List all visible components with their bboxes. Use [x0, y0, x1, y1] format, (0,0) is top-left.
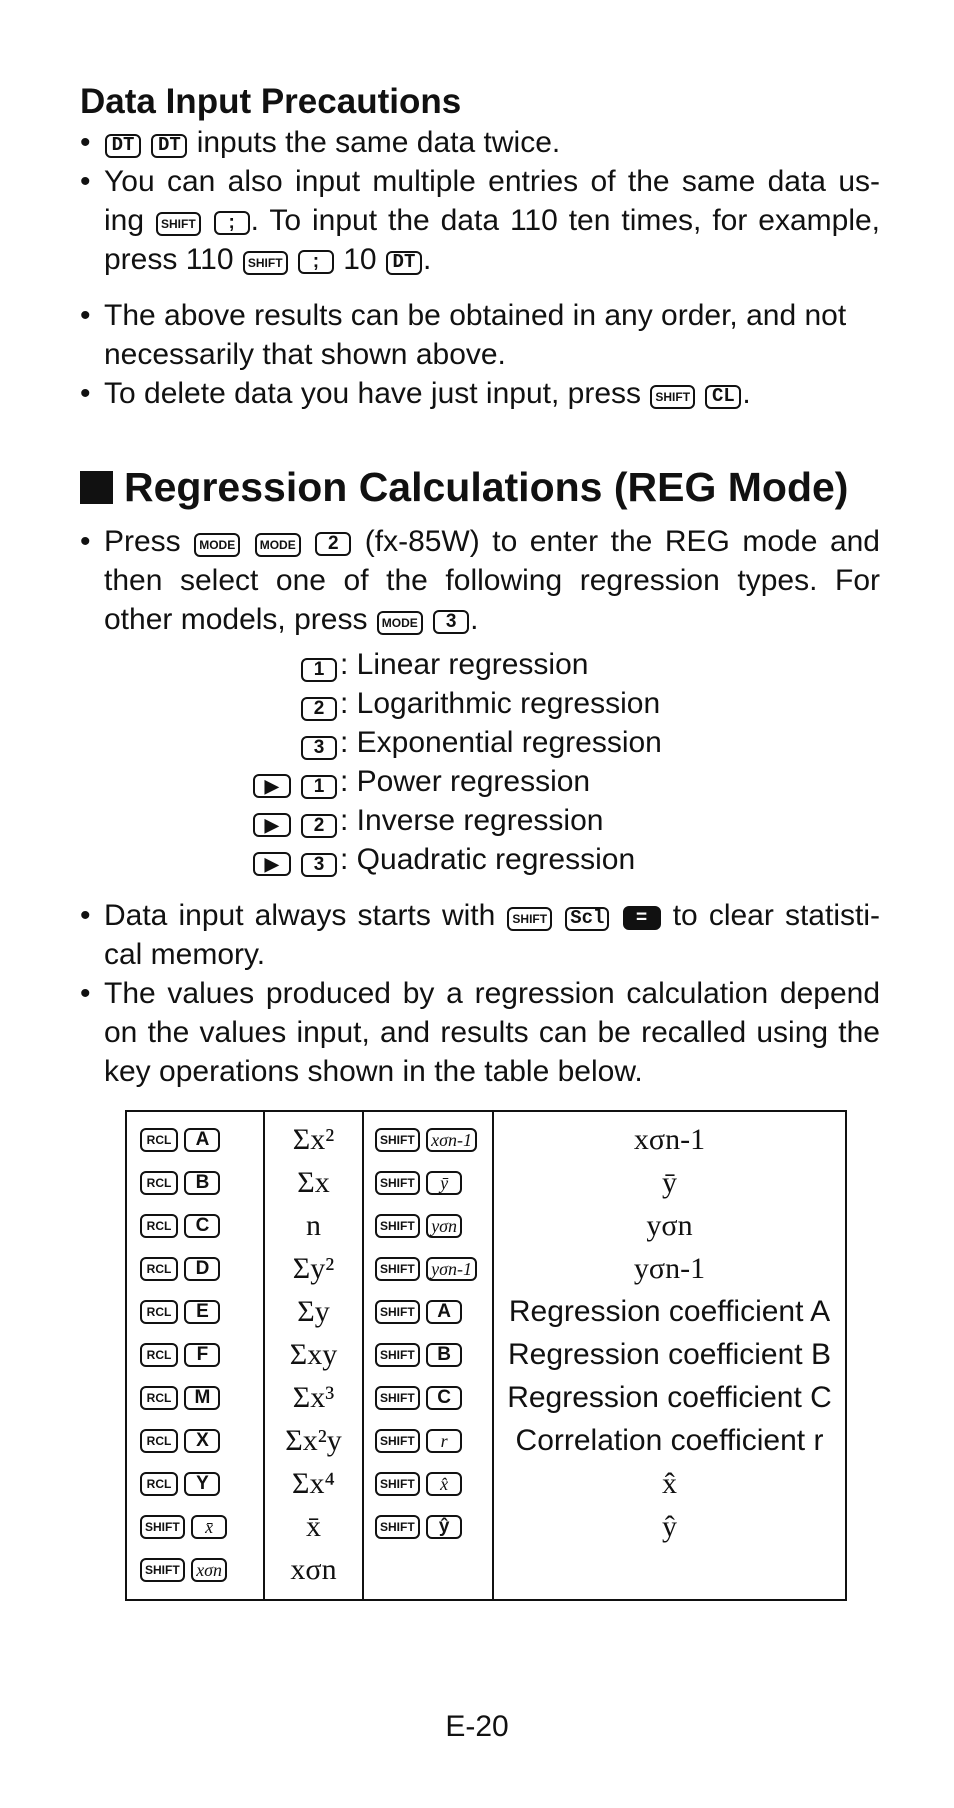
bullet-text: to clear statisti-cal memory. [104, 899, 880, 971]
key-sequence-cell [363, 1290, 493, 1333]
symbol: Σx [297, 1165, 330, 1199]
regression-type-label: : Exponential regression [340, 726, 662, 759]
key-sequence-cell [363, 1462, 493, 1505]
function-key-icon: X [184, 1429, 220, 1453]
function-key-icon: Y [184, 1472, 220, 1496]
description: yσn-1 [633, 1251, 706, 1285]
symbol: xσn [290, 1552, 337, 1586]
key-sequence-cell [126, 1333, 264, 1376]
bullet-text: Data input always starts with [104, 899, 496, 932]
shift-key-icon: SHIFT [375, 1214, 420, 1238]
symbol: Σx²y [285, 1423, 342, 1457]
description: Regression coefficient A [508, 1294, 831, 1328]
shift-key-icon: SHIFT [375, 1515, 420, 1539]
regression-type-item [80, 648, 780, 687]
table-row [126, 1161, 846, 1204]
regression-recall-table [125, 1110, 847, 1601]
regression-type-item [80, 765, 780, 804]
regression-type-label: : Quadratic regression [340, 843, 636, 876]
description-cell [493, 1290, 846, 1333]
rcl-key-icon: RCL [140, 1214, 178, 1238]
black-square-icon [80, 471, 113, 504]
description-cell [493, 1247, 846, 1290]
table-row [126, 1204, 846, 1247]
shift-key-icon: SHIFT [375, 1343, 420, 1367]
description: Regression coefficient B [508, 1337, 831, 1371]
key-sequence-cell [126, 1548, 264, 1600]
table-row [126, 1111, 846, 1161]
bullet: • [80, 299, 91, 332]
key-sequence-cell [363, 1247, 493, 1290]
one-key-icon: 1 [301, 775, 337, 799]
key-sequence-cell [363, 1111, 493, 1161]
key-sequence-cell [363, 1376, 493, 1419]
key-sequence-cell [126, 1505, 264, 1548]
page-number: E-20 [445, 1710, 509, 1743]
shift-key-icon: SHIFT [375, 1171, 420, 1195]
table-row [126, 1548, 846, 1600]
bullet: • [80, 126, 91, 159]
two-key-icon: 2 [301, 697, 337, 721]
shift-key-icon: SHIFT [156, 212, 201, 236]
dt-key-icon: DT [105, 134, 141, 158]
function-key-icon: C [184, 1214, 220, 1238]
function-key-icon: A [184, 1128, 220, 1152]
function-key-icon: xσn-1 [426, 1128, 477, 1152]
precaution-bullet-3 [80, 296, 880, 374]
shift-key-icon: SHIFT [243, 251, 288, 275]
symbol-cell [264, 1247, 363, 1290]
rcl-key-icon: RCL [140, 1429, 178, 1453]
table-row [126, 1419, 846, 1462]
shift-key-icon: SHIFT [375, 1386, 420, 1410]
regression-type-label: : Linear regression [340, 648, 589, 681]
shift-key-icon: SHIFT [140, 1515, 185, 1539]
symbol-cell [264, 1111, 363, 1161]
mode-key-icon: MODE [255, 533, 301, 557]
symbol: Σy [297, 1294, 330, 1328]
shift-key-icon: SHIFT [375, 1300, 420, 1324]
description-cell [493, 1462, 846, 1505]
function-key-icon: M [184, 1386, 220, 1410]
bullet-text: . [422, 243, 432, 276]
symbol-cell [264, 1161, 363, 1204]
key-sequence-cell [126, 1247, 264, 1290]
regression-type-item [80, 843, 780, 882]
key-sequence-cell [363, 1419, 493, 1462]
description-cell [493, 1419, 846, 1462]
bullet-text: inputs the same data twice. [196, 126, 561, 159]
key-sequence-cell [363, 1548, 493, 1600]
bullet-text: . [742, 377, 751, 410]
shift-key-icon: SHIFT [375, 1429, 420, 1453]
function-key-icon: D [184, 1257, 220, 1281]
symbol-cell [264, 1548, 363, 1600]
key-sequence-cell [126, 1376, 264, 1419]
regression-type-item [80, 804, 780, 843]
bullet: • [80, 525, 91, 558]
description: x̂ [662, 1466, 677, 1500]
symbol-cell [264, 1333, 363, 1376]
bullet-text: 10 [343, 243, 377, 276]
function-key-icon: F [184, 1343, 220, 1367]
description-cell [493, 1333, 846, 1376]
scl-key-icon: Scl [565, 907, 609, 931]
table-row [126, 1333, 846, 1376]
regression-heading-text: Regression Calculations (REG Mode) [124, 464, 849, 510]
symbol-cell [264, 1290, 363, 1333]
regression-type-item [80, 726, 780, 765]
mode-key-icon: MODE [194, 533, 240, 557]
function-key-icon: C [426, 1386, 462, 1410]
semicolon-key-icon: ; [298, 250, 334, 274]
description: ŷ [662, 1509, 677, 1543]
precautions-heading: Data Input Precautions [80, 82, 462, 121]
bullet-text: (fx-85W) to enter the REG mode and then select one of the following regression types. For other models, press [104, 525, 880, 636]
two-key-icon: 2 [301, 814, 337, 838]
equals-key-icon: = [623, 906, 661, 930]
precaution-bullet-4 [80, 374, 880, 413]
shift-key-icon: SHIFT [375, 1257, 420, 1281]
symbol: n [306, 1208, 321, 1242]
rcl-key-icon: RCL [140, 1472, 178, 1496]
key-sequence-cell [363, 1333, 493, 1376]
rcl-key-icon: RCL [140, 1257, 178, 1281]
semicolon-key-icon: ; [214, 211, 250, 235]
regression-type-list [80, 648, 780, 882]
function-key-icon: E [184, 1300, 220, 1324]
symbol-cell [264, 1462, 363, 1505]
key-sequence-cell [126, 1462, 264, 1505]
function-key-icon: B [184, 1171, 220, 1195]
description-cell [493, 1376, 846, 1419]
symbol-cell [264, 1419, 363, 1462]
regression-bullet-2 [80, 896, 880, 974]
function-key-icon: yσn [426, 1214, 462, 1238]
description: yσn [646, 1208, 693, 1242]
shift-key-icon: SHIFT [375, 1472, 420, 1496]
bullet: • [80, 377, 91, 410]
description-cell [493, 1111, 846, 1161]
three-key-icon: 3 [433, 610, 469, 634]
regression-heading [80, 464, 848, 511]
bullet-text: . [470, 603, 479, 636]
rcl-key-icon: RCL [140, 1128, 178, 1152]
bullet-text: The values produced by a regression calculation depend on the values input, and results can be recalled using the key operations shown in the table below. [104, 977, 880, 1088]
symbol-cell [264, 1204, 363, 1247]
right-arrow-key-icon: ▶ [253, 813, 291, 837]
description: Regression coefficient C [507, 1380, 832, 1414]
table-row [126, 1247, 846, 1290]
table-row [126, 1376, 846, 1419]
regression-type-label: : Power regression [340, 765, 591, 798]
bullet-text: Press [104, 525, 181, 558]
rcl-key-icon: RCL [140, 1300, 178, 1324]
symbol-cell [264, 1505, 363, 1548]
symbol: x̄ [306, 1509, 321, 1543]
shift-key-icon: SHIFT [375, 1128, 420, 1152]
function-key-icon: B [426, 1343, 462, 1367]
key-sequence-cell [126, 1290, 264, 1333]
function-key-icon: yσn-1 [426, 1257, 477, 1281]
description-cell [493, 1204, 846, 1247]
regression-bullet-3 [80, 974, 880, 1091]
description-cell [493, 1505, 846, 1548]
bullet: • [80, 899, 91, 932]
rcl-key-icon: RCL [140, 1343, 178, 1367]
table-row [126, 1462, 846, 1505]
description-cell [493, 1161, 846, 1204]
precaution-bullet-1 [80, 123, 880, 162]
symbol: Σx⁴ [292, 1466, 335, 1500]
shift-key-icon: SHIFT [507, 907, 552, 931]
table-row [126, 1290, 846, 1333]
one-key-icon: 1 [301, 658, 337, 682]
precaution-bullet-2 [80, 162, 880, 279]
description: xσn-1 [633, 1122, 706, 1156]
bullet-text: You can also input multiple entries of the same data us-ing [104, 165, 880, 237]
function-key-icon: x̂ [426, 1472, 462, 1496]
symbol: Σxy [289, 1337, 338, 1371]
regression-type-label: : Inverse regression [340, 804, 604, 837]
right-arrow-key-icon: ▶ [253, 852, 291, 876]
function-key-icon: r [426, 1429, 462, 1453]
key-sequence-cell [363, 1505, 493, 1548]
bullet: • [80, 977, 91, 1010]
shift-key-icon: SHIFT [140, 1558, 185, 1582]
three-key-icon: 3 [301, 736, 337, 760]
rcl-key-icon: RCL [140, 1171, 178, 1195]
symbol-cell [264, 1376, 363, 1419]
key-sequence-cell [126, 1111, 264, 1161]
description: Correlation coefficient r [515, 1423, 824, 1457]
shift-key-icon: SHIFT [650, 385, 695, 409]
symbol: Σx³ [292, 1380, 335, 1414]
bullet-text: . To input the data 110 ten times, for example, press 110 [104, 204, 881, 276]
symbol: Σy² [292, 1251, 335, 1285]
function-key-icon: A [426, 1300, 462, 1324]
rcl-key-icon: RCL [140, 1386, 178, 1410]
table-row [126, 1505, 846, 1548]
dt-key-icon: DT [151, 134, 187, 158]
dt-key-icon: DT [386, 251, 422, 275]
function-key-icon: x̄ [191, 1515, 227, 1539]
description-cell [493, 1548, 846, 1600]
bullet-text: To delete data you have just input, press [104, 377, 642, 410]
two-key-icon: 2 [315, 532, 351, 556]
bullet: • [80, 165, 91, 198]
key-sequence-cell [126, 1419, 264, 1462]
mode-key-icon: MODE [377, 611, 423, 635]
key-sequence-cell [126, 1161, 264, 1204]
function-key-icon: ȳ [426, 1171, 462, 1195]
key-sequence-cell [363, 1161, 493, 1204]
cl-key-icon: CL [705, 385, 741, 409]
description: ȳ [662, 1165, 677, 1199]
key-sequence-cell [126, 1204, 264, 1247]
regression-type-label: : Logarithmic regression [340, 687, 661, 720]
function-key-icon: xσn [191, 1558, 227, 1582]
three-key-icon: 3 [301, 853, 337, 877]
bullet-text: The above results can be obtained in any order, and not necessarily that shown above. [104, 299, 847, 371]
regression-bullet-1 [80, 522, 880, 639]
regression-type-item [80, 687, 780, 726]
right-arrow-key-icon: ▶ [253, 774, 291, 798]
symbol: Σx² [292, 1122, 335, 1156]
function-key-icon: ŷ [426, 1515, 462, 1539]
key-sequence-cell [363, 1204, 493, 1247]
